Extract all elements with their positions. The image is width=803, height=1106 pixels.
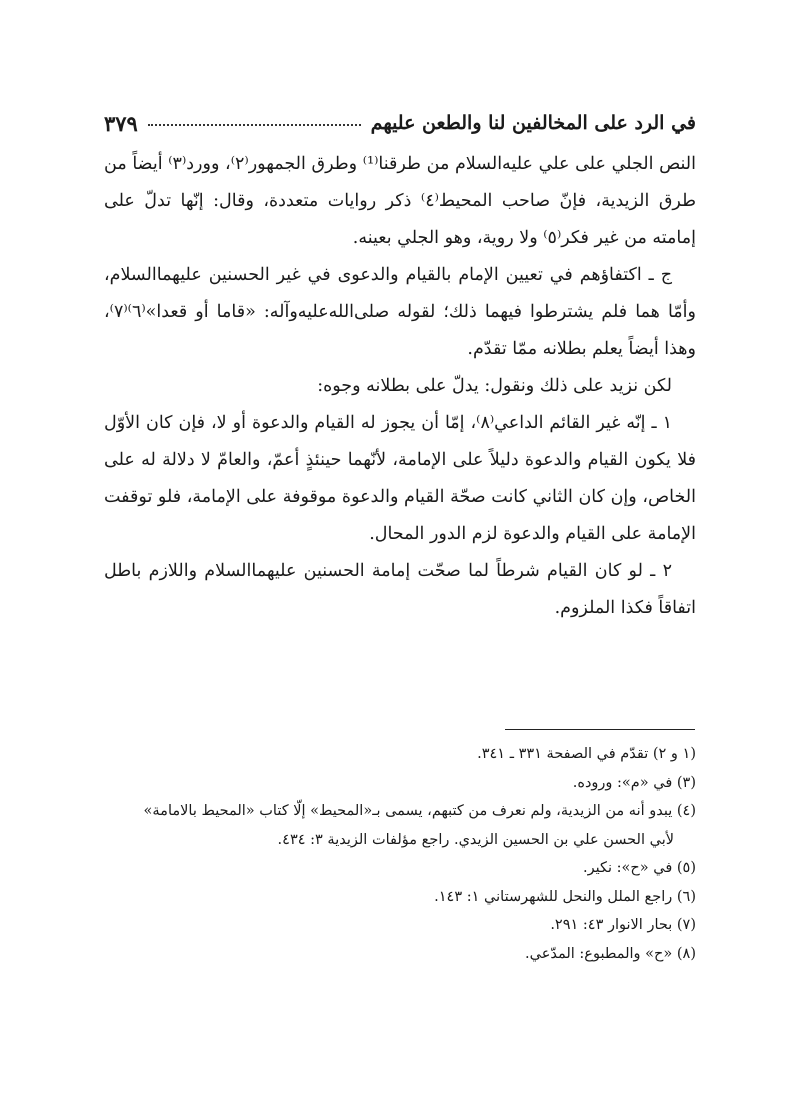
footnote-1-2: (١ و ٢) تقدّم في الصفحة ٣٣١ ـ ٣٤١. (477, 746, 696, 762)
running-header (104, 105, 696, 141)
main-text (104, 146, 696, 627)
footnote-4: (٤) يبدو أنه من الزيدية، ولم نعرف من كتبهم، يسمى بـ«المحيط» إلّا كتاب «المحيط بالامامة» (143, 803, 696, 819)
header-dot-leader (148, 124, 361, 126)
paragraph-1: النص الجلي على علي عليه‌السلام من طرقنا⁽¹⁾ وطرق الجمهور⁽٢⁾، وورد⁽٣⁾ أيضاً من طرق الزيدية، فإنّ صاحب المحيط⁽٤⁾ ذكر روايات متعددة، وقال: إنّها تدلّ على إمامته من غير فكر⁽٥⁾ ولا روية، وهو الجلي بعينه. (104, 154, 697, 248)
footnotes (104, 740, 696, 968)
paragraph-3: لكن نزيد على ذلك ونقول: يدلّ على بطلانه وجوه: (317, 376, 672, 396)
header-title: في الرد على المخالفين لنا والطعن عليهم (370, 112, 696, 134)
paragraph-4: ١ ـ إنّه غير القائم الداعي⁽٨⁾، إمّا أن يجوز له القيام والدعوة أو لا، فإن كان الأوّل فلا يكون القيام والدعوة دليلاً على الإمامة، لأنّهما حينئذٍ أعمّ، والعامّ لا دلالة له على الخاص، وإن كان الثاني كانت صحّة القيام والدعوة موقوفة على الإمامة، فلو توقفت الإمامة على القيام والدعوة لزم الدور المحال. (104, 413, 696, 544)
footnote-6: (٦) راجع الملل والنحل للشهرستاني ١: ١٤٣. (434, 888, 696, 905)
footnote-7: (٧) بحار الانوار ٤٣: ٢٩١. (550, 917, 696, 933)
paragraph-5: ٢ ـ لو كان القيام شرطاً لما صحّت إمامة الحسنين عليهما‌السلام واللازم باطل اتفاقاً فكذا الملزوم. (104, 561, 696, 618)
footnote-3: (٣) في «م»: وروده. (572, 774, 696, 791)
page-number: ٣٧٩ (104, 110, 138, 136)
footnote-5: (٥) في «ح»: نكير. (583, 860, 696, 876)
footnote-4-continued: لأبي الحسن علي بن الحسين الزيدي. راجع مؤلفات الزيدية ٣: ٤٣٤. (277, 831, 674, 848)
footnote-8: (٨) «ح» والمطبوع: المدّعي. (525, 945, 696, 962)
paragraph-2: ج ـ اكتفاؤهم في تعيين الإمام بالقيام والدعوى في غير الحسنين عليهما‌السلام، وأمّا هما فلم يشترطوا فيهما ذلك؛ لقوله صلى‌الله‌عليه‌وآله: «قاما أو قعدا»⁽٦⁾⁽٧⁾، وهذا أيضاً يعلم بطلانه ممّا تقدّم. (104, 265, 696, 359)
footnote-separator (505, 729, 695, 730)
